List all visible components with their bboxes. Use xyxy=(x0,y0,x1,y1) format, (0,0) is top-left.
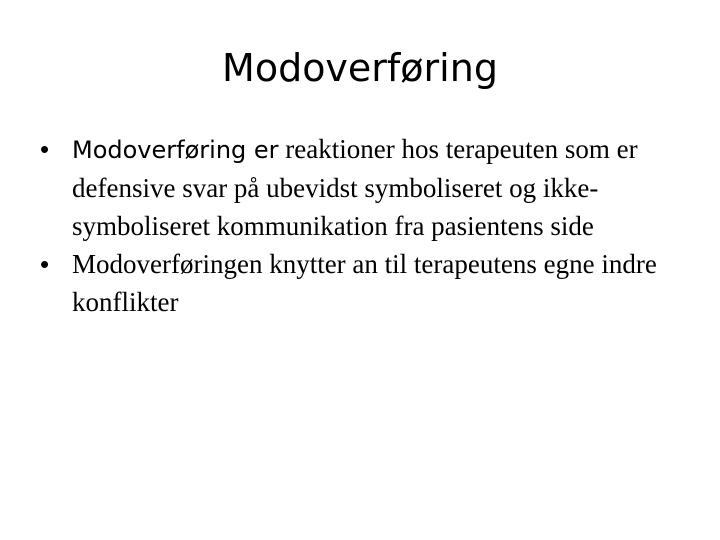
bullet-text-2: Modoverføringen knytter an til terapeutens egne indre konflikter xyxy=(72,249,657,317)
bullet-item-1 xyxy=(36,130,686,245)
bullet-lead-1: Modoverføring er xyxy=(72,136,279,164)
bullet-body-1: reaktioner hos terapeuten som er defensive svar på ubevidst symboliseret og ikke-symboliseret kommunikation fra pasientens side xyxy=(72,134,638,241)
slide-title: Modoverføring xyxy=(222,46,498,90)
bullet-item-2 xyxy=(36,245,686,321)
bullet-text-1 xyxy=(72,134,638,241)
bullet-dot-icon: • xyxy=(40,134,50,164)
bullet-list xyxy=(36,130,686,321)
bullet-dot-icon: • xyxy=(40,249,50,279)
